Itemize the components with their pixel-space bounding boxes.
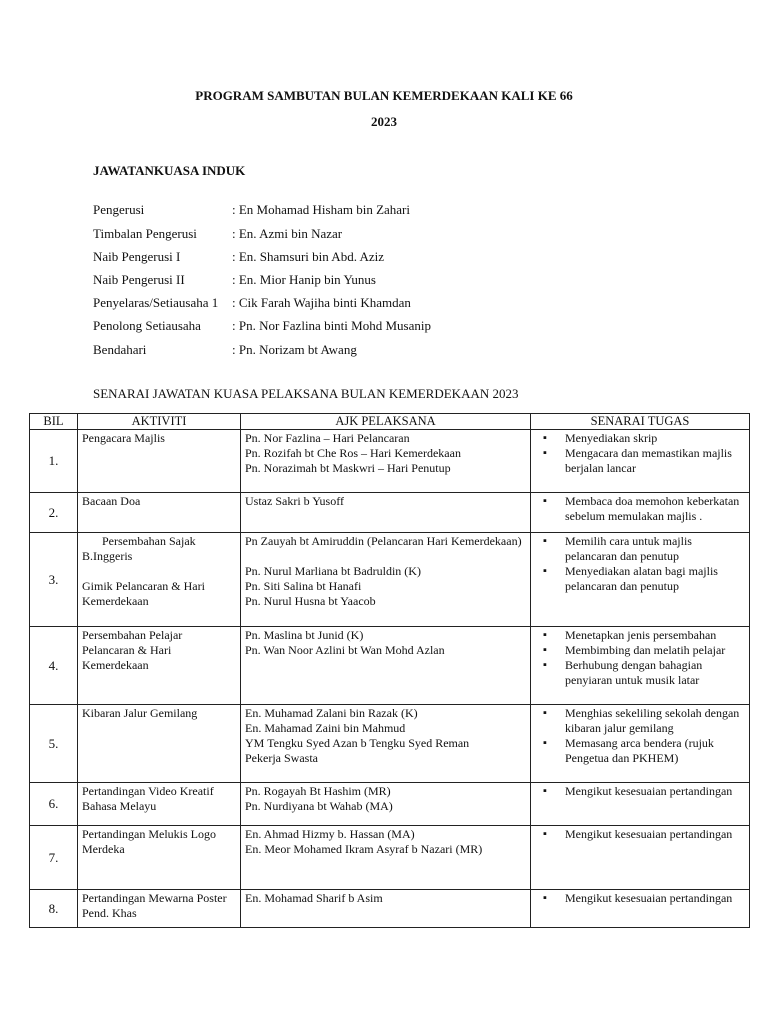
tugas-cell (531, 783, 750, 826)
ajk-member: En. Muhamad Zalani bin Razak (K) (245, 706, 418, 720)
member-name: : Cik Farah Wajiha binti Khamdan (232, 295, 411, 310)
table-row (30, 493, 750, 533)
row-number: 6. (30, 783, 78, 826)
ajk-cell (241, 826, 531, 890)
ajk-cell (241, 430, 531, 493)
activity-cell (78, 826, 241, 890)
ajk-cell (241, 627, 531, 705)
task-list (535, 706, 745, 766)
ajk-member: En. Mohamad Sharif b Asim (245, 891, 383, 905)
tugas-cell (531, 705, 750, 783)
ajk-member: Pn. Nurul Husna bt Yaacob (245, 594, 376, 608)
ajk-member: En. Mahamad Zaini bin Mahmud (245, 721, 406, 735)
activity-text: Persembahan Pelajar Pelancaran & Hari Kemerdekaan (82, 628, 183, 672)
task-item: ▪ Menyediakan alatan bagi majlis pelancaran dan penutup (535, 564, 745, 594)
tugas-cell (531, 627, 750, 705)
header-aktiviti: AKTIVITI (78, 414, 241, 430)
ajk-member: Pn. Nurul Marliana bt Badruldin (K) (245, 564, 421, 578)
header-tugas: SENARAI TUGAS (531, 414, 750, 430)
committee-heading: JAWATANKUASA INDUK (93, 163, 246, 178)
ajk-member: Pekerja Swasta (245, 751, 318, 765)
member-role: Pengerusi (93, 202, 145, 217)
ajk-cell (241, 783, 531, 826)
activity-text: Pertandingan Melukis Logo Merdeka (82, 827, 216, 856)
ajk-cell (241, 493, 531, 533)
activity-cell (78, 705, 241, 783)
ajk-member: Pn. Wan Noor Azlini bt Wan Mohd Azlan (245, 643, 445, 657)
document-year: 2023 (371, 114, 397, 129)
member-role: Timbalan Pengerusi (93, 226, 197, 241)
task-list (535, 534, 745, 594)
member-name: : Pn. Norizam bt Awang (232, 342, 357, 357)
tugas-cell (531, 826, 750, 890)
task-item: ▪ Mengikut kesesuaian pertandingan (535, 827, 745, 842)
ajk-member: Pn. Siti Salina bt Hanafi (245, 579, 362, 593)
table-row (30, 627, 750, 705)
activity-cell (78, 627, 241, 705)
task-item: ▪ Menyediakan skrip (535, 431, 745, 446)
task-list (535, 494, 745, 524)
ajk-cell (241, 705, 531, 783)
activity-text: Pertandingan Video Kreatif Bahasa Melayu (82, 784, 214, 813)
member-name: : Pn. Nor Fazlina binti Mohd Musanip (232, 318, 431, 333)
spacer (245, 549, 526, 564)
activity-text: Gimik Pelancaran & Hari Kemerdekaan (82, 579, 205, 608)
table-row (30, 890, 750, 928)
ajk-member: En. Meor Mohamed Ikram Asyraf b Nazari (MR) (245, 842, 483, 856)
activity-text: Bacaan Doa (82, 494, 141, 508)
member-name: : En Mohamad Hisham bin Zahari (232, 202, 410, 217)
document-title: PROGRAM SAMBUTAN BULAN KEMERDEKAAN KALI KE 66 (195, 88, 573, 103)
ajk-member: Pn. Nurdiyana bt Wahab (MA) (245, 799, 393, 813)
ajk-member: Pn. Norazimah bt Maskwri – Hari Penutup (245, 461, 451, 475)
header-bil: BIL (30, 414, 78, 430)
member-name: : En. Azmi bin Nazar (232, 226, 343, 241)
committee-member (93, 342, 693, 360)
activity-text: Pengacara Majlis (82, 431, 165, 445)
row-number: 7. (30, 826, 78, 890)
task-list (535, 827, 745, 842)
tugas-cell (531, 890, 750, 928)
ajk-cell (241, 533, 531, 627)
member-name: : En. Shamsuri bin Abd. Aziz (232, 249, 385, 264)
committee-member (93, 249, 693, 267)
activity-cell (78, 430, 241, 493)
member-role: Bendahari (93, 342, 147, 357)
tugas-cell (531, 430, 750, 493)
table-row (30, 783, 750, 826)
member-role: Naib Pengerusi II (93, 272, 185, 287)
member-role: Penolong Setiausaha (93, 318, 201, 333)
task-item: ▪ Mengacara dan memastikan majlis berjalan lancar (535, 446, 745, 476)
task-item: ▪ Berhubung dengan bahagian penyiaran untuk musik latar (535, 658, 745, 688)
task-item: ▪ Menetapkan jenis persembahan (535, 628, 745, 643)
ajk-member: Pn. Nor Fazlina – Hari Pelancaran (245, 431, 410, 445)
task-list (535, 431, 745, 476)
implementation-title: SENARAI JAWATAN KUASA PELAKSANA BULAN KEMERDEKAAN 2023 (93, 386, 519, 401)
activity-text: Persembahan Sajak B.Inggeris (82, 534, 196, 563)
row-number: 5. (30, 705, 78, 783)
activity-cell (78, 783, 241, 826)
task-item: ▪ Menghias sekeliling sekolah dengan kibaran jalur gemilang (535, 706, 745, 736)
task-list (535, 784, 745, 799)
activity-text: Pertandingan Mewarna Poster Pend. Khas (82, 891, 227, 920)
committee-member (93, 202, 693, 220)
row-number: 1. (30, 430, 78, 493)
task-item: ▪ Memasang arca bendera (rujuk Pengetua dan PKHEM) (535, 736, 745, 766)
row-number: 2. (30, 493, 78, 533)
row-number: 4. (30, 627, 78, 705)
row-number: 3. (30, 533, 78, 627)
table-row (30, 533, 750, 627)
table-row (30, 826, 750, 890)
row-number: 8. (30, 890, 78, 928)
task-item: ▪ Mengikut kesesuaian pertandingan (535, 784, 745, 799)
task-list (535, 628, 745, 688)
task-item: ▪ Mengikut kesesuaian pertandingan (535, 891, 745, 906)
activity-cell (78, 493, 241, 533)
task-item: ▪ Membimbing dan melatih pelajar (535, 643, 745, 658)
spacer (82, 564, 236, 579)
committee-member (93, 272, 693, 290)
committee-member (93, 226, 693, 244)
header-ajk: AJK PELAKSANA (241, 414, 531, 430)
task-list (535, 891, 745, 906)
tugas-cell (531, 493, 750, 533)
ajk-member: Pn. Rogayah Bt Hashim (MR) (245, 784, 391, 798)
tugas-cell (531, 533, 750, 627)
ajk-member: YM Tengku Syed Azan b Tengku Syed Reman (245, 736, 470, 750)
member-role: Penyelaras/Setiausaha 1 (93, 295, 219, 310)
ajk-cell (241, 890, 531, 928)
ajk-member: Pn. Maslina bt Junid (K) (245, 628, 364, 642)
committee-member (93, 318, 693, 336)
committee-member (93, 295, 693, 313)
member-role: Naib Pengerusi I (93, 249, 181, 264)
implementation-table (29, 413, 750, 928)
ajk-member: En. Ahmad Hizmy b. Hassan (MA) (245, 827, 415, 841)
activity-cell (78, 890, 241, 928)
activity-text: Kibaran Jalur Gemilang (82, 706, 198, 720)
ajk-member: Pn Zauyah bt Amiruddin (Pelancaran Hari Kemerdekaan) (245, 534, 522, 548)
task-item: ▪ Membaca doa memohon keberkatan sebelum memulakan majlis . (535, 494, 745, 524)
member-name: : En. Mior Hanip bin Yunus (232, 272, 376, 287)
activity-cell (78, 533, 241, 627)
task-item: ▪ Memilih cara untuk majlis pelancaran dan penutup (535, 534, 745, 564)
ajk-member: Pn. Rozifah bt Che Ros – Hari Kemerdekaan (245, 446, 461, 460)
table-row (30, 430, 750, 493)
ajk-member: Ustaz Sakri b Yusoff (245, 494, 344, 508)
table-row (30, 705, 750, 783)
table-header-row (30, 414, 750, 430)
